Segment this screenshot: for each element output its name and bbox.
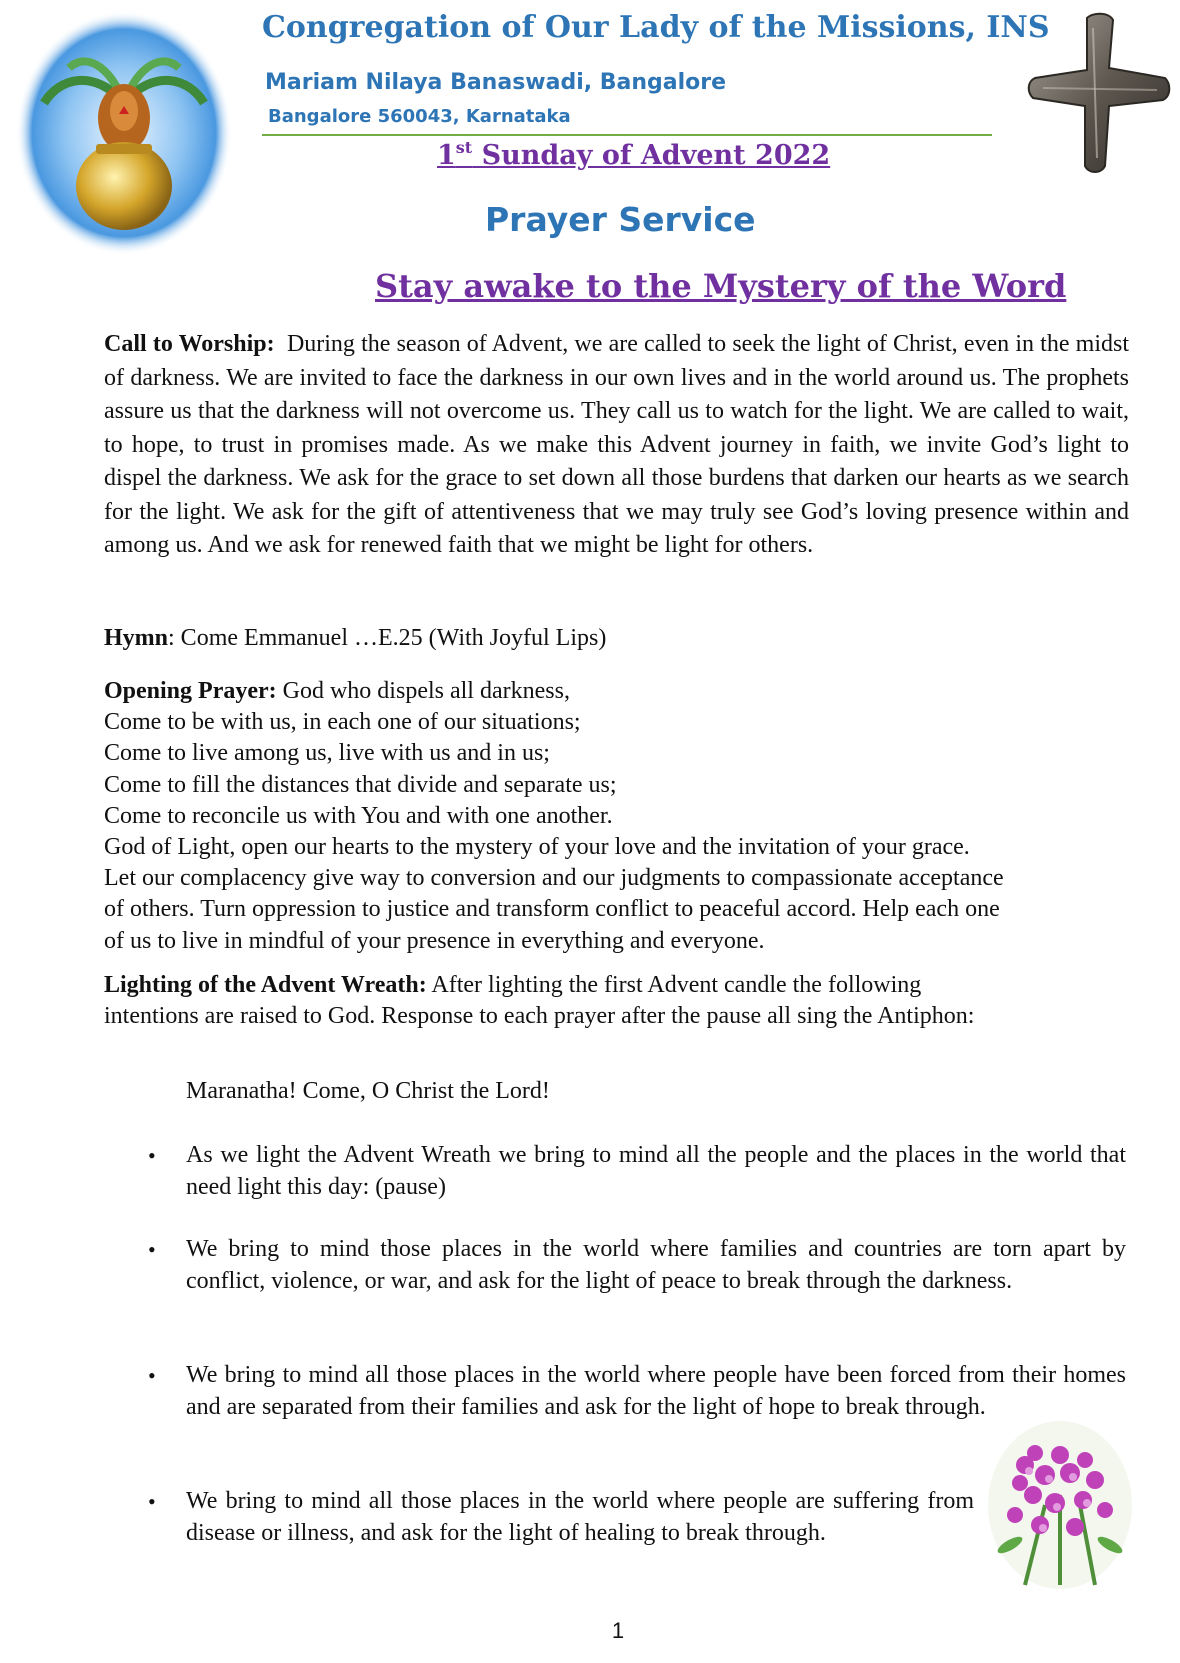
hymn-section [104,622,1129,656]
opening-prayer-line: Come to live among us, live with us and in us; [104,740,550,767]
hymn-label: Hymn [104,625,169,651]
opening-prayer-line: of us to live in mindful of your presence in everything and everyone. [104,927,765,954]
intention-item: We bring to mind all those places in the world where people are suffering from disease or illness, and ask for the light of healing to break through. [186,1488,974,1546]
congregation-logo [14,8,234,258]
theme-title: Stay awake to the Mystery of the Word [375,267,1067,305]
intention-item: As we light the Advent Wreath we bring to mind all the people and the places in the world that need light this day: (pause) [186,1142,1126,1200]
opening-prayer-label: Opening Prayer: [104,678,277,704]
antiphon-text: Maranatha! Come, O Christ the Lord! [186,1078,550,1104]
advent-wreath-text: After lighting the first Advent candle the following [431,972,922,998]
advent-wreath-label: Lighting of the Advent Wreath: [104,972,427,998]
advent-title-rest: Sunday of Advent 2022 [472,140,831,171]
postal-address: Bangalore 560043, Karnataka [268,106,571,127]
call-to-worship-label: Call to Worship: [104,331,275,357]
opening-prayer-first-line [104,676,1129,707]
opening-prayer-line: of others. Turn oppression to justice and transform conflict to peaceful accord. Help each one [104,896,1000,923]
opening-prayer-section [104,676,1129,957]
advent-wreath-section [104,970,1129,1032]
opening-prayer-line: Let our complacency give way to conversion and our judgments to compassionate acceptance [104,865,1004,892]
advent-wreath-second-line: intentions are raised to God. Response to each prayer after the pause all sing the Antiphon: [104,1003,975,1030]
advent-sunday-title [437,138,830,171]
bullet-icon: • [148,1363,156,1388]
bullet-icon: • [148,1143,156,1168]
intention-item: We bring to mind those places in the world where families and countries are torn apart by conflict, violence, or war, and ask for the light of peace to break through the darkness. [186,1236,1126,1294]
opening-prayer-line: Come to reconcile us with You and with one another. [104,802,613,829]
call-to-worship-section [104,328,1129,563]
header-divider [262,134,992,136]
flower-bouquet-image [985,1415,1135,1590]
advent-wreath-first-line [104,970,1129,1001]
bullet-icon: • [148,1237,156,1262]
advent-ordinal-suffix: st [455,138,473,157]
page-number: 1 [611,1618,625,1643]
opening-prayer-line: Come to fill the distances that divide and separate us; [104,771,617,798]
service-title: Prayer Service [485,200,756,239]
opening-prayer-line: Come to be with us, in each one of our situations; [104,709,581,736]
house-name: Mariam Nilaya Banaswadi, Bangalore [265,70,727,95]
opening-prayer-line: God of Light, open our hearts to the mystery of your love and the invitation of your grace. [104,834,970,861]
organization-name: Congregation of Our Lady of the Missions, INS [262,10,1050,45]
intention-item: We bring to mind all those places in the world where people have been forced from their homes and are separated from their families and ask for the light of hope to break through. [186,1362,1126,1420]
opening-prayer-text: God who dispels all darkness, [282,678,570,704]
bullet-icon: • [148,1489,156,1514]
hymn-text: : Come Emmanuel …E.25 (With Joyful Lips) [168,625,607,651]
advent-ordinal: 1 [437,140,456,171]
call-to-worship-text: During the season of Advent, we are called to seek the light of Christ, even in the midst of darkness. We are invited to face the darkness in our own lives and in the world around us. The prophets assure us that the darkness will not overcome us. They call us to watch for the light. We are called to wait, to hope, to trust in promises made. As we make this Advent journey in faith, we invite God’s light to dispel the darkness. We ask for the grace to set down all those burdens that darken our hearts as we search for the light. We ask for the gift of attentiveness that we may truly see God’s loving presence within and among us. And we ask for renewed faith that we might be light for others. [104,331,1129,558]
